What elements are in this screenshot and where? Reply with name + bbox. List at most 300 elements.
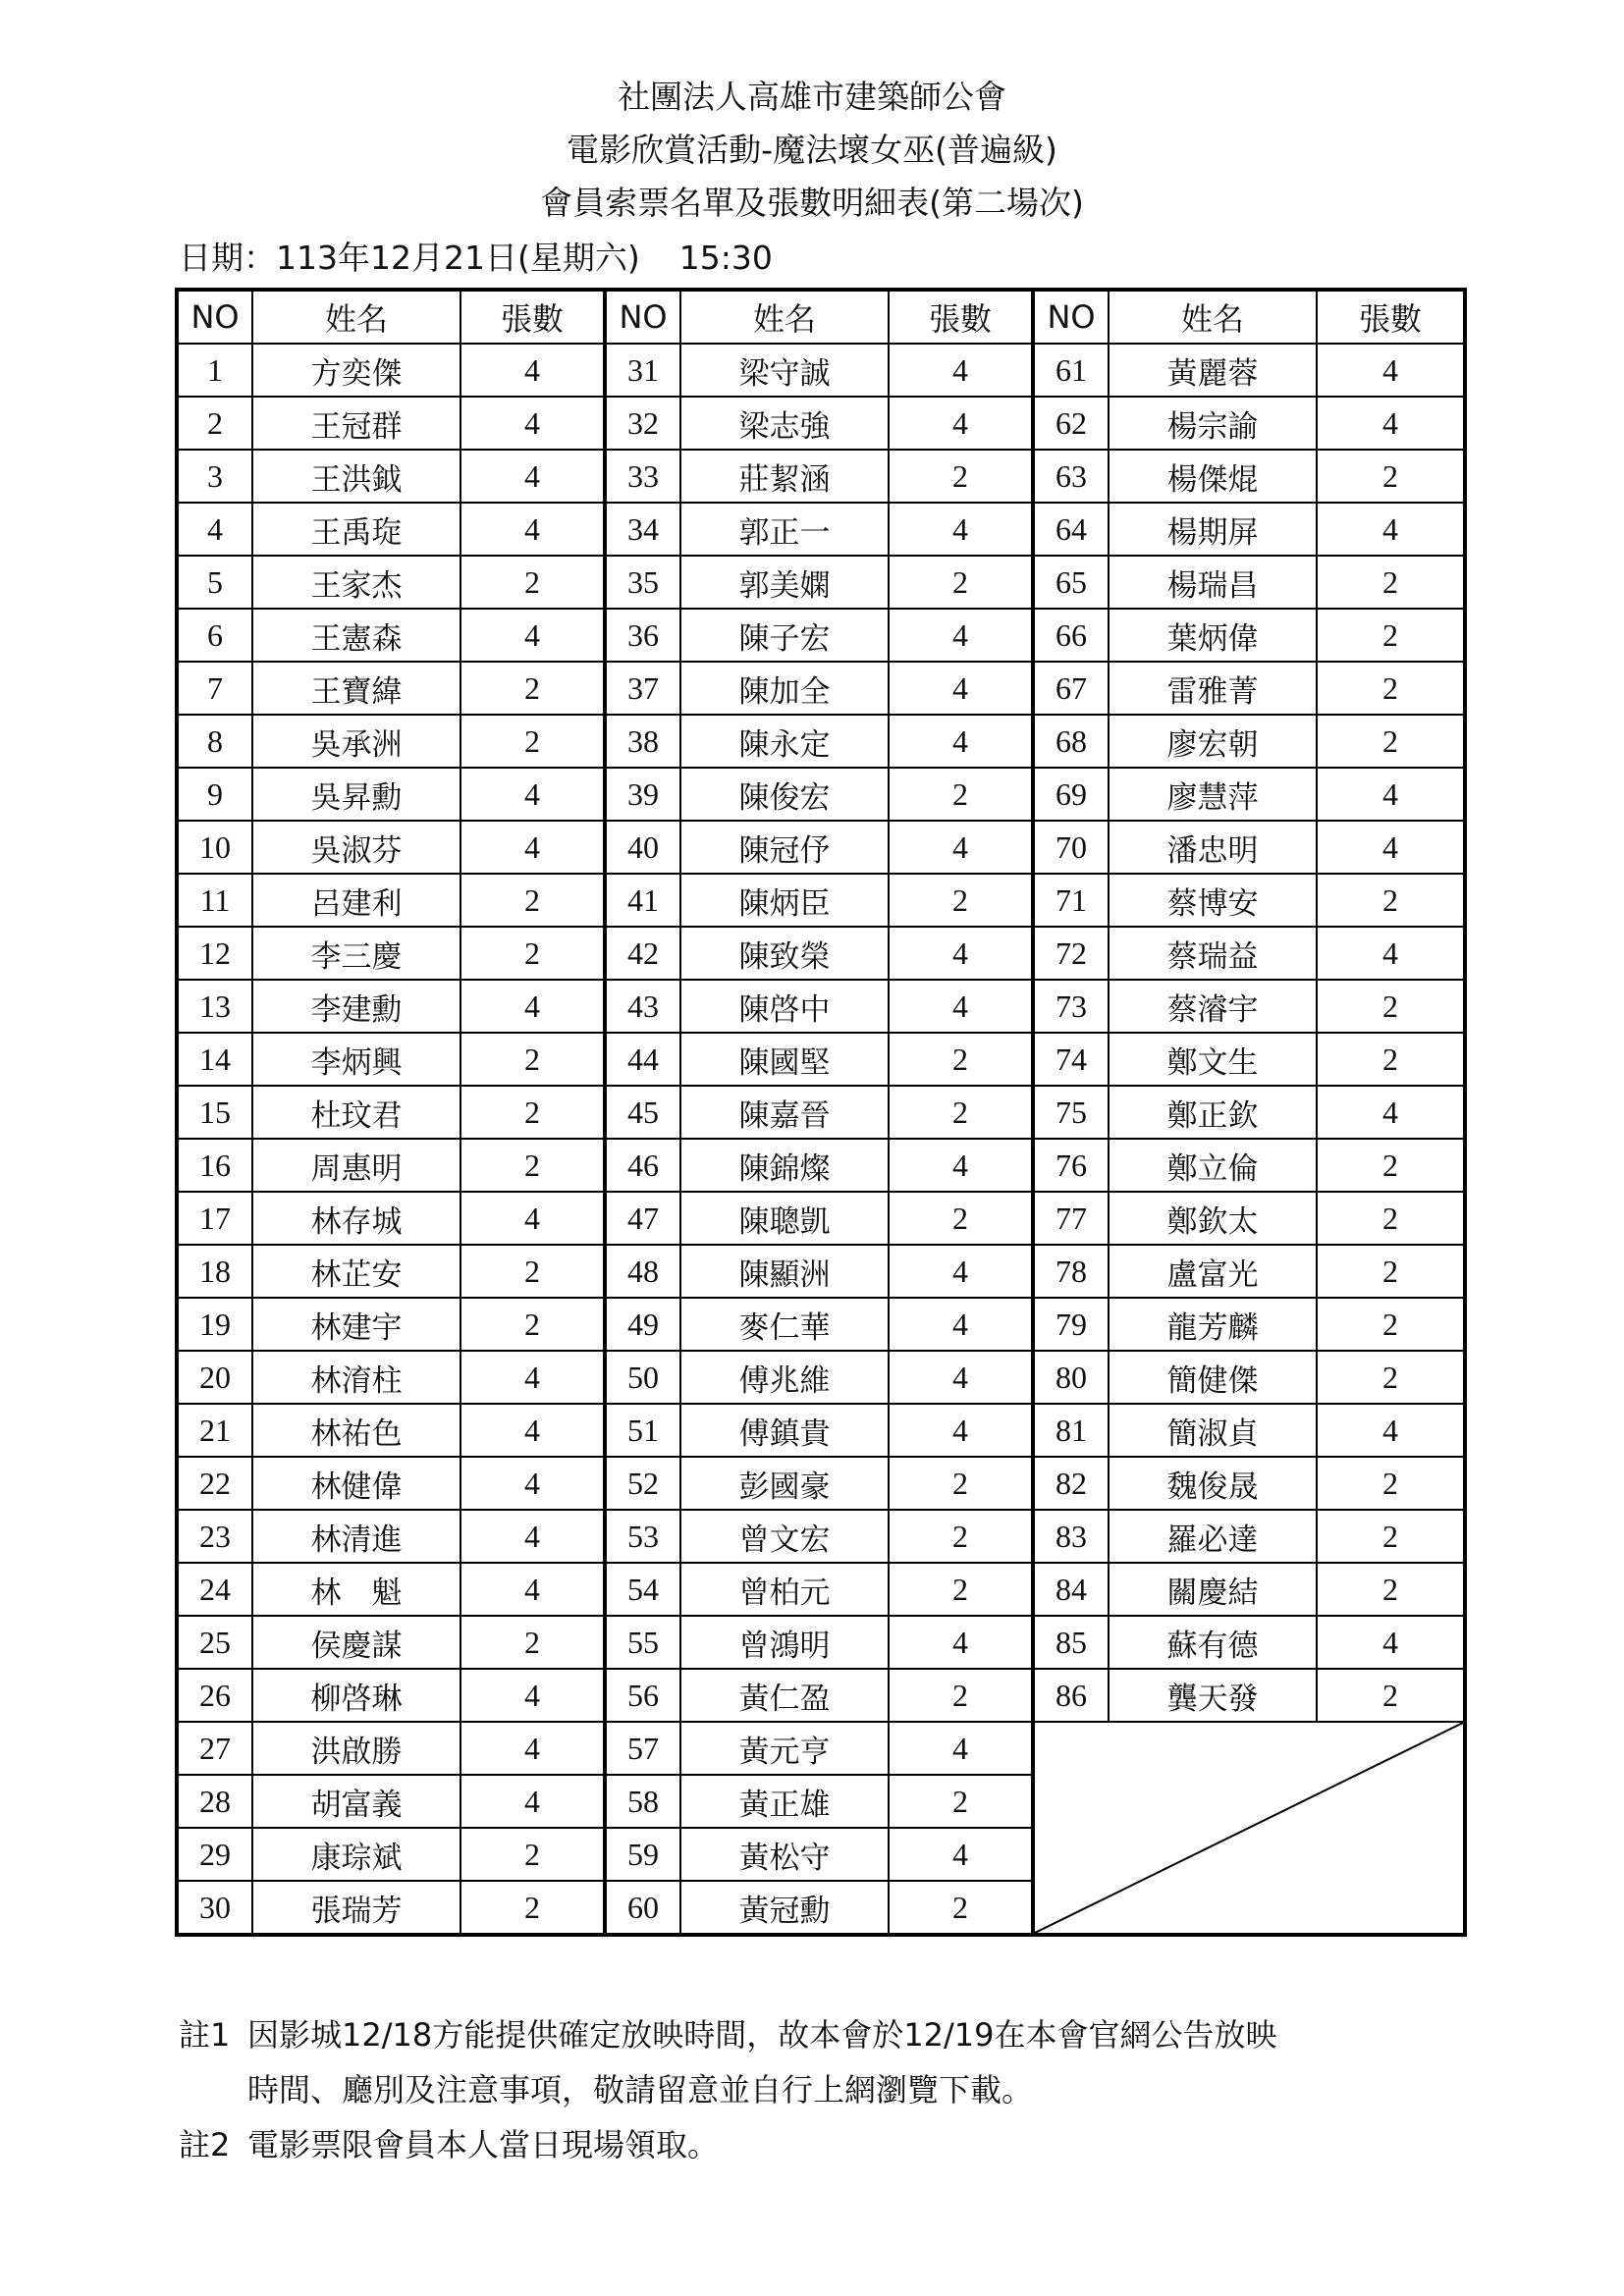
- member-no: 65: [1033, 556, 1109, 609]
- member-no: 16: [177, 1139, 252, 1192]
- member-name: 蘇有德: [1109, 1616, 1317, 1669]
- header-no: NO: [177, 290, 252, 344]
- member-name: 傅鎮貴: [680, 1404, 889, 1457]
- member-no: 52: [605, 1457, 680, 1510]
- member-no: 36: [605, 609, 680, 662]
- member-no: 80: [1033, 1351, 1109, 1404]
- ticket-count: 2: [1317, 450, 1465, 503]
- member-name: 郭美嫻: [680, 556, 889, 609]
- member-name: 李三慶: [252, 927, 460, 980]
- member-name: 鄭欽太: [1109, 1192, 1317, 1245]
- table-row: [177, 927, 1465, 980]
- table-row: [177, 1563, 1465, 1616]
- member-name: 麥仁華: [680, 1298, 889, 1351]
- member-name: 李炳興: [252, 1033, 460, 1086]
- member-no: 75: [1033, 1086, 1109, 1139]
- member-no: 21: [177, 1404, 252, 1457]
- ticket-count: 2: [460, 1298, 605, 1351]
- member-no: 84: [1033, 1563, 1109, 1616]
- ticket-count: 2: [889, 1881, 1033, 1935]
- member-no: 62: [1033, 397, 1109, 450]
- member-name: 吳承洲: [252, 715, 460, 768]
- note-1: [179, 2007, 1455, 2062]
- member-name: 蔡瑞益: [1109, 927, 1317, 980]
- member-name: 曾柏元: [680, 1563, 889, 1616]
- member-name: 龔天發: [1109, 1669, 1317, 1722]
- member-no: 29: [177, 1828, 252, 1881]
- ticket-count: 2: [1317, 1563, 1465, 1616]
- member-name: 王寶緯: [252, 662, 460, 715]
- ticket-count: 2: [889, 1457, 1033, 1510]
- table-row: [177, 768, 1465, 821]
- ticket-count: 4: [1317, 1616, 1465, 1669]
- header-no: NO: [605, 290, 680, 344]
- diagonal-strike: [1035, 1723, 1463, 1933]
- member-no: 33: [605, 450, 680, 503]
- member-name: 陳炳臣: [680, 874, 889, 927]
- member-name: 莊絜涵: [680, 450, 889, 503]
- ticket-count: 2: [460, 874, 605, 927]
- member-no: 58: [605, 1775, 680, 1828]
- member-no: 59: [605, 1828, 680, 1881]
- member-no: 25: [177, 1616, 252, 1669]
- ticket-count: 4: [460, 450, 605, 503]
- member-no: 56: [605, 1669, 680, 1722]
- ticket-count: 2: [460, 927, 605, 980]
- table-row: [177, 1722, 1465, 1775]
- ticket-count: 2: [889, 768, 1033, 821]
- ticket-count: 4: [460, 397, 605, 450]
- ticket-count: 4: [460, 503, 605, 556]
- ticket-count: 4: [460, 1457, 605, 1510]
- ticket-count: 4: [460, 1722, 605, 1775]
- member-no: 74: [1033, 1033, 1109, 1086]
- header-name: 姓名: [252, 290, 460, 344]
- header-no: NO: [1033, 290, 1109, 344]
- time-text: 15:30: [678, 239, 773, 277]
- ticket-count: 4: [889, 1404, 1033, 1457]
- member-no: 7: [177, 662, 252, 715]
- ticket-count: 2: [889, 1563, 1033, 1616]
- member-name: 陳聰凱: [680, 1192, 889, 1245]
- member-name: 郭正一: [680, 503, 889, 556]
- ticket-count: 2: [889, 1192, 1033, 1245]
- table-row: [177, 1457, 1465, 1510]
- note-2: [179, 2117, 1455, 2172]
- ticket-count: 2: [1317, 1669, 1465, 1722]
- ticket-count: 2: [1317, 1457, 1465, 1510]
- member-name: 陳啓中: [680, 980, 889, 1033]
- member-name: 李建勳: [252, 980, 460, 1033]
- ticket-count: 4: [460, 344, 605, 397]
- ticket-count: 4: [889, 980, 1033, 1033]
- member-no: 78: [1033, 1245, 1109, 1298]
- table-row: [177, 556, 1465, 609]
- member-no: 6: [177, 609, 252, 662]
- member-name: 廖宏朝: [1109, 715, 1317, 768]
- member-name: 曾文宏: [680, 1510, 889, 1563]
- member-name: 康琮斌: [252, 1828, 460, 1881]
- member-no: 76: [1033, 1139, 1109, 1192]
- table-row: [177, 1086, 1465, 1139]
- member-name: 簡健傑: [1109, 1351, 1317, 1404]
- ticket-count: 4: [889, 1828, 1033, 1881]
- ticket-count: 4: [889, 397, 1033, 450]
- member-name: 黃松守: [680, 1828, 889, 1881]
- member-no: 37: [605, 662, 680, 715]
- member-name: 鄭正欽: [1109, 1086, 1317, 1139]
- header-tickets: 張數: [889, 290, 1033, 344]
- member-name: 葉炳偉: [1109, 609, 1317, 662]
- ticket-count: 4: [889, 1616, 1033, 1669]
- ticket-count: 2: [1317, 980, 1465, 1033]
- ticket-count: 4: [889, 1245, 1033, 1298]
- member-no: 2: [177, 397, 252, 450]
- table-row: [177, 503, 1465, 556]
- ticket-count: 4: [460, 821, 605, 874]
- ticket-count: 2: [889, 874, 1033, 927]
- member-no: 50: [605, 1351, 680, 1404]
- header-name: 姓名: [680, 290, 889, 344]
- member-no: 20: [177, 1351, 252, 1404]
- ticket-count: 2: [460, 715, 605, 768]
- ticket-count: 4: [460, 1669, 605, 1722]
- member-no: 39: [605, 768, 680, 821]
- ticket-count: 2: [460, 1881, 605, 1935]
- ticket-count: 2: [460, 1139, 605, 1192]
- member-no: 31: [605, 344, 680, 397]
- member-name: 王禹琁: [252, 503, 460, 556]
- member-no: 82: [1033, 1457, 1109, 1510]
- ticket-count: 4: [889, 609, 1033, 662]
- ticket-count: 2: [460, 1086, 605, 1139]
- ticket-count: 4: [889, 503, 1033, 556]
- member-name: 黃仁盈: [680, 1669, 889, 1722]
- ticket-count: 4: [1317, 397, 1465, 450]
- member-name: 呂建利: [252, 874, 460, 927]
- member-no: 44: [605, 1033, 680, 1086]
- member-no: 5: [177, 556, 252, 609]
- member-name: 陳俊宏: [680, 768, 889, 821]
- member-no: 8: [177, 715, 252, 768]
- ticket-roster-table: [175, 288, 1467, 1937]
- ticket-count: 2: [460, 1245, 605, 1298]
- ticket-count: 4: [1317, 503, 1465, 556]
- table-row: [177, 1616, 1465, 1669]
- member-no: 83: [1033, 1510, 1109, 1563]
- member-no: 60: [605, 1881, 680, 1935]
- member-no: 70: [1033, 821, 1109, 874]
- roster-body: [177, 344, 1465, 1935]
- member-no: 18: [177, 1245, 252, 1298]
- member-no: 55: [605, 1616, 680, 1669]
- member-no: 27: [177, 1722, 252, 1775]
- table-row: [177, 1351, 1465, 1404]
- member-name: 陳永定: [680, 715, 889, 768]
- member-name: 陳致榮: [680, 927, 889, 980]
- member-name: 吳昇勳: [252, 768, 460, 821]
- member-name: 楊瑞昌: [1109, 556, 1317, 609]
- table-row: [177, 450, 1465, 503]
- ticket-count: 2: [1317, 1298, 1465, 1351]
- member-no: 34: [605, 503, 680, 556]
- ticket-count: 4: [460, 1192, 605, 1245]
- member-name: 林建宇: [252, 1298, 460, 1351]
- member-no: 69: [1033, 768, 1109, 821]
- table-row: [177, 1139, 1465, 1192]
- member-no: 11: [177, 874, 252, 927]
- table-row: [177, 821, 1465, 874]
- ticket-count: 2: [1317, 1510, 1465, 1563]
- member-no: 85: [1033, 1616, 1109, 1669]
- member-name: 鄭立倫: [1109, 1139, 1317, 1192]
- member-name: 林芷安: [252, 1245, 460, 1298]
- member-no: 15: [177, 1086, 252, 1139]
- member-no: 9: [177, 768, 252, 821]
- member-name: 簡淑貞: [1109, 1404, 1317, 1457]
- ticket-count: 2: [1317, 715, 1465, 768]
- ticket-count: 4: [460, 1351, 605, 1404]
- ticket-count: 2: [1317, 1033, 1465, 1086]
- ticket-count: 2: [1317, 874, 1465, 927]
- member-name: 陳錦燦: [680, 1139, 889, 1192]
- member-name: 龍芳麟: [1109, 1298, 1317, 1351]
- member-name: 柳啓琳: [252, 1669, 460, 1722]
- member-name: 陳子宏: [680, 609, 889, 662]
- member-name: 廖慧萍: [1109, 768, 1317, 821]
- table-row: [177, 1192, 1465, 1245]
- member-no: 35: [605, 556, 680, 609]
- member-no: 46: [605, 1139, 680, 1192]
- member-name: 陳加全: [680, 662, 889, 715]
- member-name: 楊傑焜: [1109, 450, 1317, 503]
- ticket-count: 2: [1317, 609, 1465, 662]
- member-name: 梁志強: [680, 397, 889, 450]
- member-name: 傅兆維: [680, 1351, 889, 1404]
- ticket-count: 4: [460, 768, 605, 821]
- member-no: 54: [605, 1563, 680, 1616]
- member-name: 林淯柱: [252, 1351, 460, 1404]
- ticket-count: 2: [460, 1033, 605, 1086]
- note-1-label: 註1: [179, 2016, 231, 2054]
- member-name: 潘忠明: [1109, 821, 1317, 874]
- member-no: 61: [1033, 344, 1109, 397]
- ticket-count: 4: [1317, 344, 1465, 397]
- ticket-count: 4: [460, 609, 605, 662]
- ticket-count: 4: [1317, 1404, 1465, 1457]
- member-no: 79: [1033, 1298, 1109, 1351]
- ticket-count: 4: [1317, 1086, 1465, 1139]
- ticket-count: 2: [889, 1510, 1033, 1563]
- ticket-count: 2: [1317, 1139, 1465, 1192]
- table-row: [177, 980, 1465, 1033]
- member-name: 蔡博安: [1109, 874, 1317, 927]
- member-name: 胡富義: [252, 1775, 460, 1828]
- member-no: 66: [1033, 609, 1109, 662]
- member-name: 楊期屏: [1109, 503, 1317, 556]
- ticket-count: 2: [889, 1775, 1033, 1828]
- table-row: [177, 1404, 1465, 1457]
- member-no: 30: [177, 1881, 252, 1935]
- ticket-count: 2: [889, 1086, 1033, 1139]
- member-name: 楊宗諭: [1109, 397, 1317, 450]
- member-name: 王洪鉞: [252, 450, 460, 503]
- blank-cell-diagonal: [1033, 1722, 1465, 1935]
- event-title: 電影欣賞活動-魔法壞女巫(普遍級): [567, 131, 1057, 169]
- ticket-count: 4: [889, 715, 1033, 768]
- ticket-count: 2: [1317, 1351, 1465, 1404]
- ticket-count: 2: [460, 1828, 605, 1881]
- ticket-count: 2: [460, 556, 605, 609]
- member-no: 86: [1033, 1669, 1109, 1722]
- member-no: 4: [177, 503, 252, 556]
- member-name: 陳顯洲: [680, 1245, 889, 1298]
- table-row: [177, 344, 1465, 397]
- member-name: 陳嘉晉: [680, 1086, 889, 1139]
- ticket-count: 2: [1317, 662, 1465, 715]
- ticket-count: 2: [889, 450, 1033, 503]
- member-name: 蔡濬宇: [1109, 980, 1317, 1033]
- member-name: 洪啟勝: [252, 1722, 460, 1775]
- member-no: 67: [1033, 662, 1109, 715]
- member-name: 林祐色: [252, 1404, 460, 1457]
- member-no: 47: [605, 1192, 680, 1245]
- member-no: 43: [605, 980, 680, 1033]
- member-no: 28: [177, 1775, 252, 1828]
- member-no: 51: [605, 1404, 680, 1457]
- member-no: 81: [1033, 1404, 1109, 1457]
- member-name: 曾鴻明: [680, 1616, 889, 1669]
- ticket-count: 2: [889, 1669, 1033, 1722]
- member-no: 10: [177, 821, 252, 874]
- member-name: 魏俊晟: [1109, 1457, 1317, 1510]
- table-row: [177, 874, 1465, 927]
- ticket-count: 4: [889, 1139, 1033, 1192]
- member-name: 吳淑芬: [252, 821, 460, 874]
- member-no: 48: [605, 1245, 680, 1298]
- ticket-count: 4: [1317, 927, 1465, 980]
- member-name: 王憲森: [252, 609, 460, 662]
- member-name: 張瑞芳: [252, 1881, 460, 1935]
- table-row: [177, 1245, 1465, 1298]
- ticket-count: 4: [460, 1510, 605, 1563]
- ticket-count: 2: [1317, 1192, 1465, 1245]
- member-no: 26: [177, 1669, 252, 1722]
- member-name: 侯慶謀: [252, 1616, 460, 1669]
- note-1-line-2: 時間、廳別及注意事項，敬請留意並自行上網瀏覽下載。: [247, 2071, 1034, 2109]
- ticket-count: 4: [889, 1298, 1033, 1351]
- member-name: 林存城: [252, 1192, 460, 1245]
- table-row: [177, 1510, 1465, 1563]
- header-tickets: 張數: [1317, 290, 1465, 344]
- ticket-count: 2: [889, 556, 1033, 609]
- ticket-count: 2: [1317, 1245, 1465, 1298]
- member-no: 12: [177, 927, 252, 980]
- note-2-text: 電影票限會員本人當日現場領取。: [247, 2126, 720, 2163]
- member-no: 3: [177, 450, 252, 503]
- ticket-count: 2: [889, 1033, 1033, 1086]
- member-no: 19: [177, 1298, 252, 1351]
- list-subtitle: 會員索票名單及張數明細表(第二場次): [540, 184, 1084, 222]
- table-row: [177, 397, 1465, 450]
- member-no: 45: [605, 1086, 680, 1139]
- ticket-count: 4: [1317, 768, 1465, 821]
- table-row: [177, 715, 1465, 768]
- member-no: 40: [605, 821, 680, 874]
- member-name: 林清進: [252, 1510, 460, 1563]
- member-no: 23: [177, 1510, 252, 1563]
- note-2-label: 註2: [179, 2126, 231, 2163]
- member-name: 黃元亨: [680, 1722, 889, 1775]
- event-date: [179, 239, 773, 278]
- member-no: 49: [605, 1298, 680, 1351]
- member-name: 盧富光: [1109, 1245, 1317, 1298]
- member-no: 38: [605, 715, 680, 768]
- ticket-count: 2: [460, 662, 605, 715]
- member-name: 林健偉: [252, 1457, 460, 1510]
- member-no: 77: [1033, 1192, 1109, 1245]
- member-no: 14: [177, 1033, 252, 1086]
- ticket-count: 4: [460, 1775, 605, 1828]
- member-name: 杜玟君: [252, 1086, 460, 1139]
- table-row: [177, 609, 1465, 662]
- table-row: [177, 1298, 1465, 1351]
- member-name: 羅必達: [1109, 1510, 1317, 1563]
- member-name: 陳冠伃: [680, 821, 889, 874]
- member-no: 1: [177, 344, 252, 397]
- table-header-row: [177, 290, 1465, 344]
- member-name: 周惠明: [252, 1139, 460, 1192]
- member-no: 41: [605, 874, 680, 927]
- member-name: 雷雅菁: [1109, 662, 1317, 715]
- member-name: 黃正雄: [680, 1775, 889, 1828]
- member-name: 陳國堅: [680, 1033, 889, 1086]
- member-name: 鄭文生: [1109, 1033, 1317, 1086]
- member-name: 黃麗蓉: [1109, 344, 1317, 397]
- org-title: 社團法人高雄市建築師公會: [618, 78, 1006, 116]
- member-name: 王家杰: [252, 556, 460, 609]
- ticket-count: 4: [889, 1351, 1033, 1404]
- member-no: 57: [605, 1722, 680, 1775]
- ticket-count: 4: [460, 1563, 605, 1616]
- table-row: [177, 1033, 1465, 1086]
- member-no: 24: [177, 1563, 252, 1616]
- member-name: 關慶結: [1109, 1563, 1317, 1616]
- member-no: 53: [605, 1510, 680, 1563]
- table-row: [177, 1669, 1465, 1722]
- member-no: 22: [177, 1457, 252, 1510]
- member-no: 71: [1033, 874, 1109, 927]
- member-no: 73: [1033, 980, 1109, 1033]
- ticket-count: 4: [889, 927, 1033, 980]
- ticket-count: 4: [889, 1722, 1033, 1775]
- diagonal-line: [1035, 1723, 1463, 1933]
- member-no: 64: [1033, 503, 1109, 556]
- ticket-count: 4: [889, 821, 1033, 874]
- ticket-count: 2: [460, 1616, 605, 1669]
- note-1-line-1: 因影城12/18方能提供確定放映時間，故本會於12/19在本會官網公告放映: [247, 2016, 1277, 2054]
- ticket-count: 4: [889, 344, 1033, 397]
- member-no: 72: [1033, 927, 1109, 980]
- table-row: [177, 662, 1465, 715]
- member-name: 彭國豪: [680, 1457, 889, 1510]
- notes-section: [179, 2007, 1455, 2172]
- member-no: 63: [1033, 450, 1109, 503]
- ticket-count: 4: [1317, 821, 1465, 874]
- header-name: 姓名: [1109, 290, 1317, 344]
- date-text: 日期：113年12月21日(星期六): [179, 239, 640, 277]
- member-no: 13: [177, 980, 252, 1033]
